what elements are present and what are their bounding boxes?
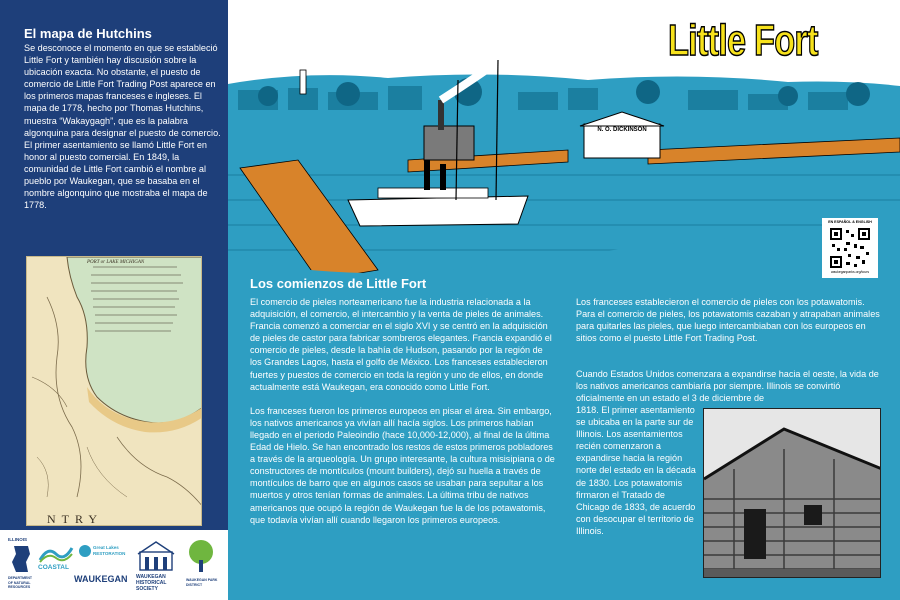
main-col1-paragraph-1: El comercio de pieles norteamericano fue la industria relacionada a la adquisición, el comercio, el intercambio y la venta de pieles de animales. Francia comenzó a comerciar en el siglo XVI y se centró en la adquisición de pieles de castor para fabricar sombreros elegantes. Francia expandió el comercio de pieles, desde la bahía de Hudson, pasando por la región de los Grandes Lagos, hasta el golfo de México. Los franceses establecieron fuertes y puestos de comercio en toda la región y uno de ellos, en donde actualmente está Waukegan, era conocido como Little Fort.: [250, 297, 552, 392]
main-column-1: [250, 296, 556, 526]
main-col2-paragraph-2: Cuando Estados Unidos comenzara a expandirse hacia el oeste, la vida de los nativos americanos cambiaría por siempre. Illinois se convirtió oficialmente en un estado el 3 de diciembre de: [576, 369, 879, 404]
main-col2-paragraph-2-continued: 1818. El primer asentamiento se ubicaba en la parte sur de Illinois. Los asentamientos recién comenzaron a expandirse hacia la región norte del estado en la década de 1830. Los potawatomis firmaron el Tratado de Chicago de 1833, de acuerdo con desocupar el territorio de Illinois.: [576, 405, 696, 536]
page-title: Little Fort: [668, 16, 818, 65]
qr-pattern-icon: [830, 228, 870, 268]
park-district-logo: WAUKEGAN PARK DISTRICT: [186, 538, 220, 596]
map-lake-label: PORT or LAKE MICHIGAN: [87, 260, 145, 265]
map-region-label: NTRY: [47, 512, 104, 526]
qr-label: EN ESPAÑOL & ENGLISH: [828, 220, 872, 224]
sidebar-body-text: Se desconoce el momento en que se estableció Little Fort y también hay discusión sobre la ubicación exacta. No obstante, el puesto de comercio de Little Fort Trading Post aparece en los primeros mapas franceses e ingleses. El mapa de 1778, hecho por Thomas Hutchins, muestra “Wakaygagh”, que es la palabra algonquina para designar el puesto de comercio. El primer asentamiento se llamó Little Fort en honor al puesto comercial. En 1849, la comunidad de Little Fort cambió el nombre al pueblo por Waukegan, que se basaba en el nombre algonquino que mostraba el mapa de 1778.: [24, 43, 221, 211]
sidebar-heading: El mapa de Hutchins: [24, 26, 152, 41]
qr-code[interactable]: [822, 218, 878, 278]
coastal-logo: COASTAL: [38, 542, 74, 582]
great-lakes-restoration-logo: Great Lakes RESTORATION: [78, 544, 120, 564]
main-col1-paragraph-2: Los franceses fueron los primeros europeos en pisar el área. Sin embargo, los nativos americanos ya vivían allí hacía siglos. Los primeros habían llegado en el periodo Paleoindio (hace 10,000-12,000), al final de la última Edad de Hielo. Se han encontrado los restos de estos primeros pobladores a través de la arqueología. Un grupo interesante, la cultura misisipiana o de constructores de montículos (mount builders), dejó su huella a través de montículos de barro que en algunos casos se usaban para sepultar a los muertos y otros tenían formas de animales. La última tribu de nativos americanos que ocupó la región de Waukegan fue la de los potawatomis, que todavía vivían allí cuando llegaron los primeros europeos.: [250, 405, 555, 525]
warehouse-sign: N. O. DICKINSON: [597, 127, 647, 133]
waukegan-historical-society-logo: WAUKEGAN HISTORICAL SOCIETY: [136, 540, 180, 596]
waukegan-city-logo: WAUKEGAN: [74, 574, 128, 584]
hutchins-map-image: [26, 256, 202, 526]
main-col2-paragraph-1: Los franceses establecieron el comercio de pieles con los potawatomis. Para el comercio de pieles, los potawatomis cazaban y atrapaban animales para quitarles las pieles, que luego intercambiaban con los europeos en sitios como el puesto Little Fort Trading Post.: [576, 297, 880, 344]
cabin-photo: [703, 408, 881, 578]
sponsor-logos: [0, 530, 228, 600]
illinois-dnr-logo: ILLINOIS DEPARTMENT OF NATURAL RESOURCES: [8, 537, 33, 589]
main-heading: Los comienzos de Little Fort: [250, 276, 427, 291]
qr-url: waukeganparks.org/tours: [830, 270, 870, 274]
